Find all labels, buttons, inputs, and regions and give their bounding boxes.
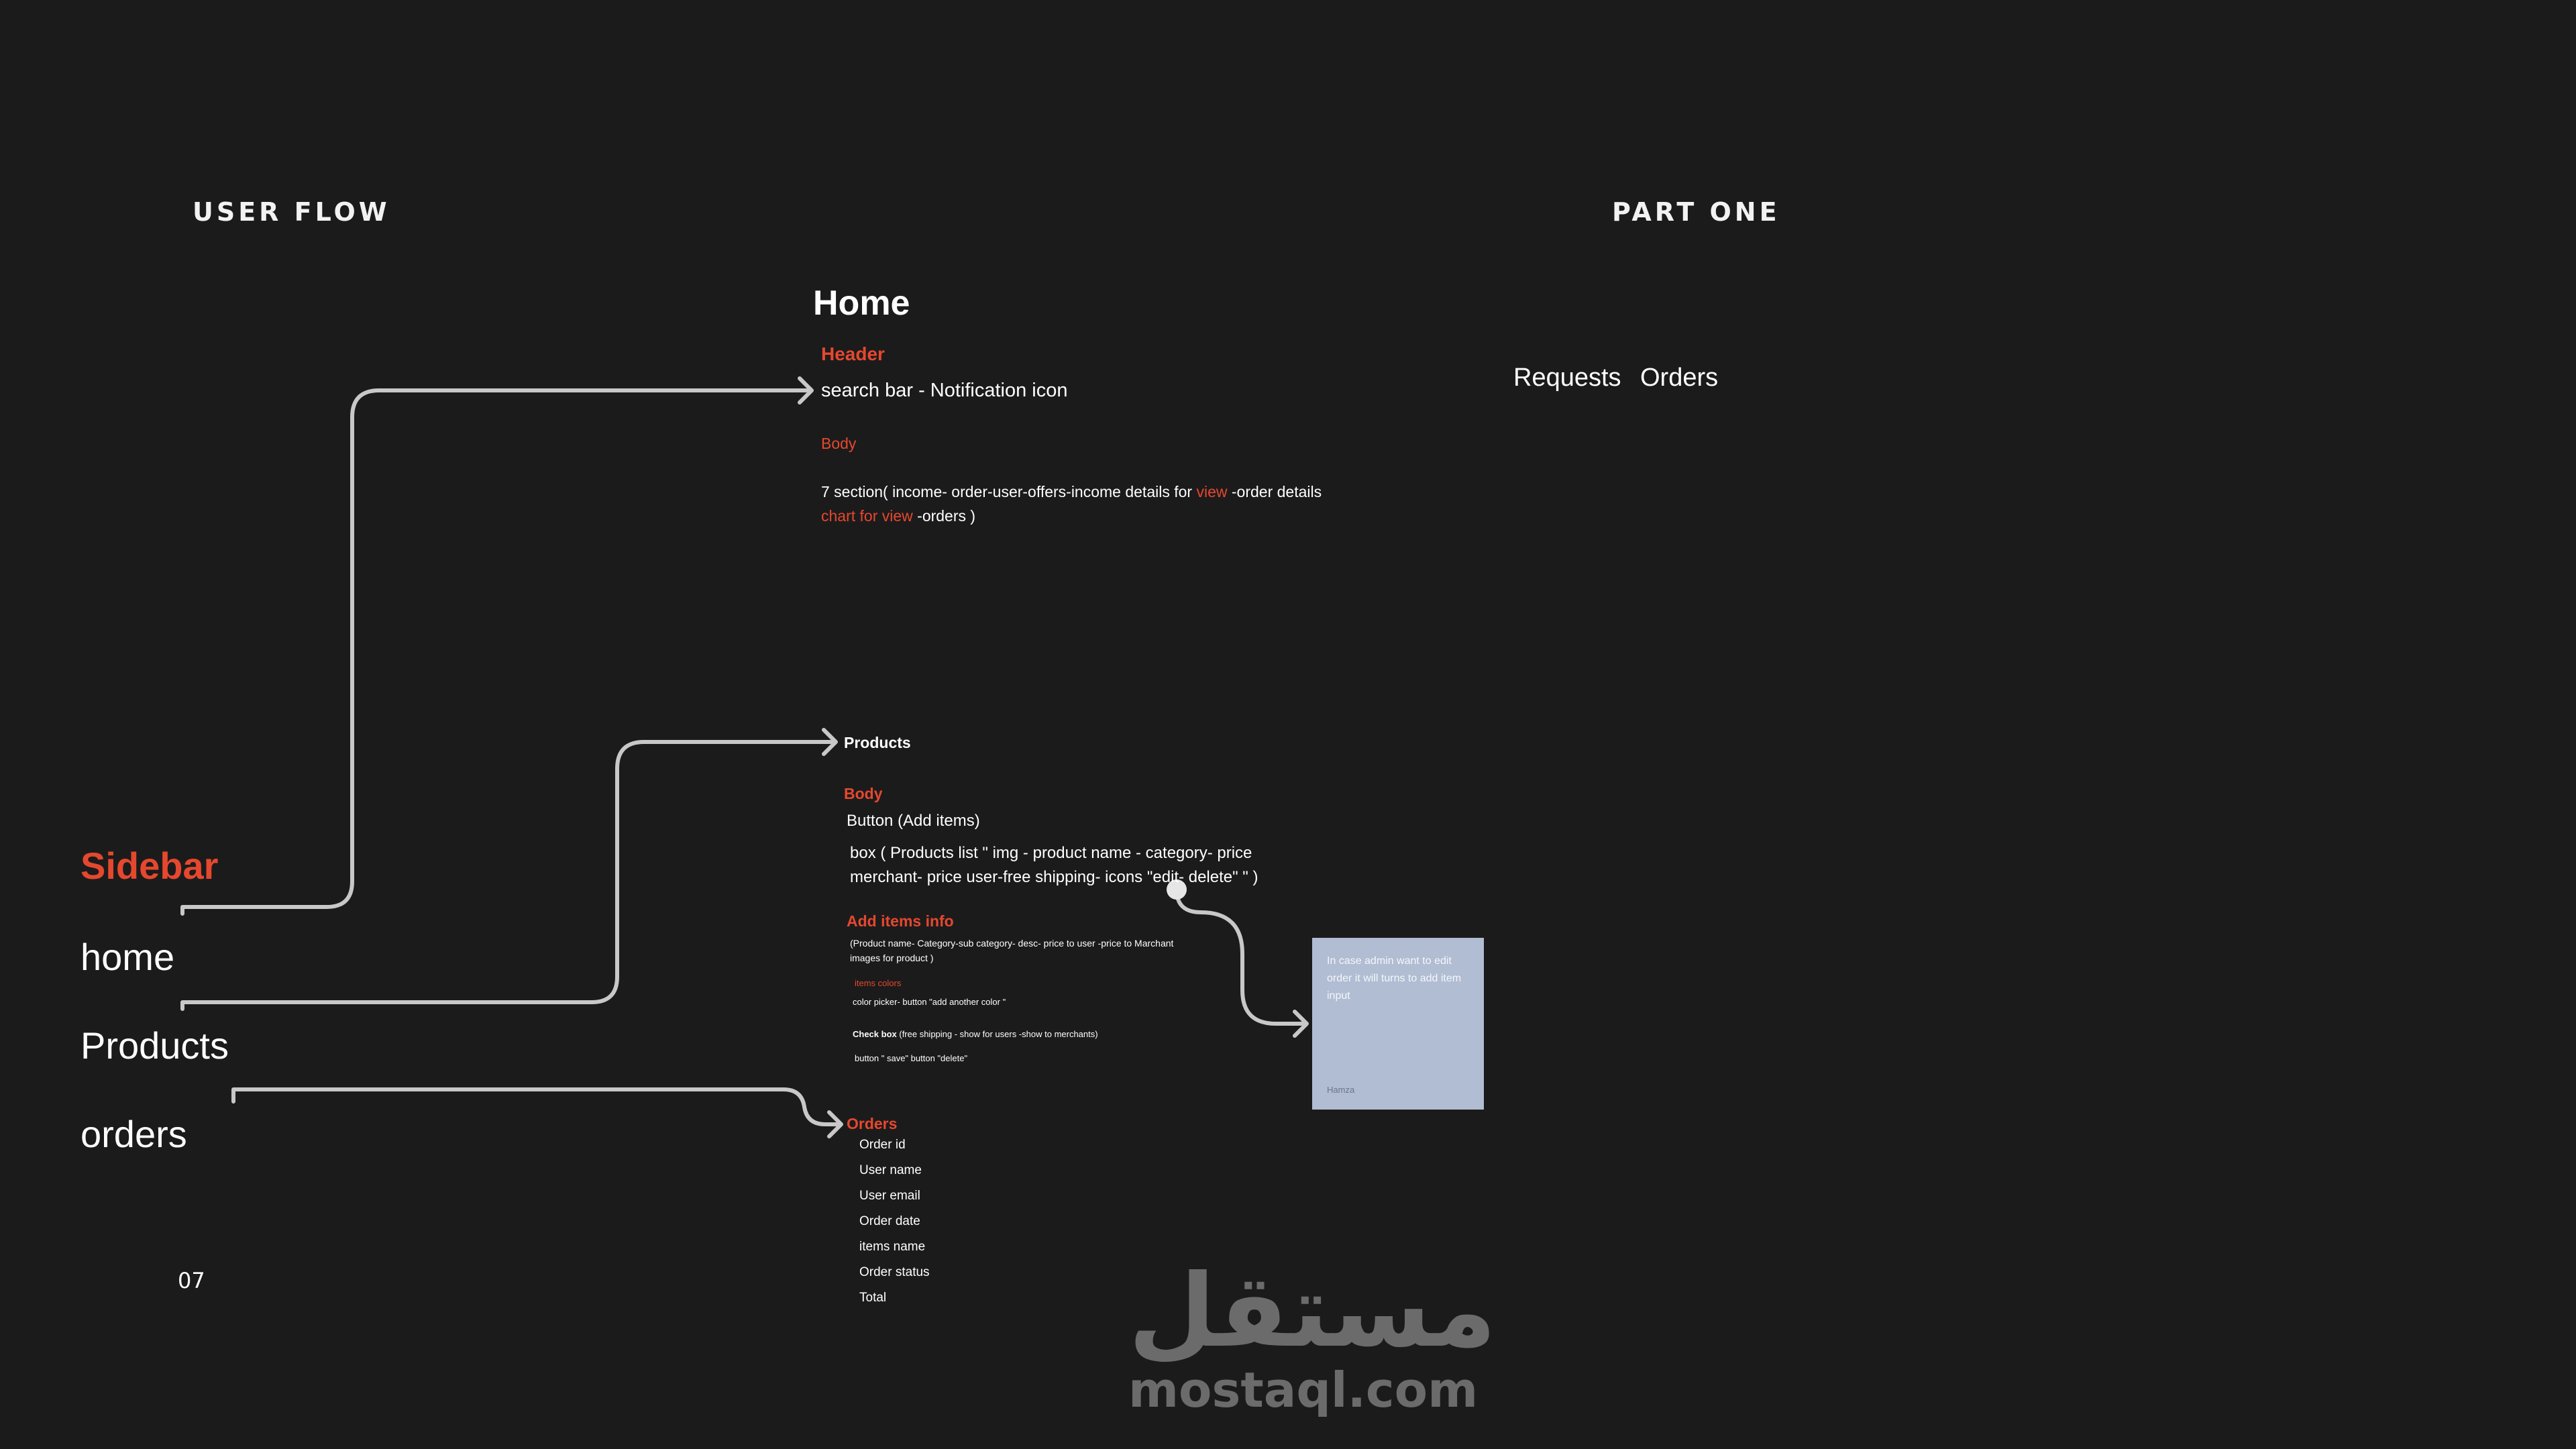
orders-title: Orders [847,1115,898,1132]
order-field: Order date [859,1214,920,1228]
home-body-line-1: 7 section( income- order-user-offers-income details for view -order details [821,483,1322,500]
connector-edit-to-note [1177,890,1305,1024]
orders-label: Orders [1640,364,1719,392]
sidebar-item-home: home [80,936,175,978]
connector-sidebar-to-home [182,390,810,914]
color-picker-line: color picker- button "add another color " [853,997,1006,1007]
order-field: User email [859,1189,920,1203]
products-button-line: Button (Add items) [847,812,980,830]
sidebar-title: Sidebar [80,845,219,887]
products-box-line-2: merchant- price user-free shipping- icons "edit- delete" " ) [850,868,1258,886]
sidebar-item-orders: orders [80,1113,187,1155]
checkbox-label: Check box [853,1029,897,1039]
home-body-line-2: chart for view -orders ) [821,507,976,525]
sticky-note-text: In case admin want to edit order it will turns to add item input [1327,955,1462,1002]
order-field: User name [859,1163,922,1177]
watermark-domain: mostaql.com [1128,1362,1479,1418]
sticky-note [1312,938,1484,1110]
user-flow-title: USER FLOW [193,197,390,227]
items-colors-label: items colors [855,978,902,988]
home-header-desc: search bar - Notification icon [821,380,1068,401]
buttons-line: button " save" button "delete" [855,1053,968,1063]
watermark-logo-arabic: مستقل [1128,1253,1497,1370]
order-field: items name [859,1240,926,1254]
sidebar-item-products: Products [80,1024,229,1067]
connector-products-to-orders [233,1089,840,1124]
add-items-label: Add items info [847,912,954,930]
chart-view-text: chart for view [821,507,913,525]
sticky-note-author: Hamza [1327,1085,1355,1095]
add-items-line-2: images for product ) [850,953,934,963]
products-title: Products [844,734,911,751]
requests-label: Requests [1513,364,1621,392]
home-title: Home [813,284,910,323]
home-body-label: Body [821,435,857,452]
connector-home-to-products [182,742,835,1009]
products-body-label: Body [844,785,883,802]
order-field: Total [859,1291,887,1305]
order-field: Order status [859,1265,930,1279]
order-field: Order id [859,1138,906,1152]
part-one-title: PART ONE [1612,197,1780,227]
products-box-line-1: box ( Products list " img - product name - category- price [850,844,1252,862]
page-number: 07 [178,1268,205,1293]
view-link-text: view [1196,483,1228,500]
add-items-line-1: (Product name- Category-sub category- desc- price to user -price to Marchant [850,938,1174,949]
checkbox-line: Check box (free shipping - show for users -show to merchants) [853,1029,1098,1039]
home-header-label: Header [821,343,885,364]
